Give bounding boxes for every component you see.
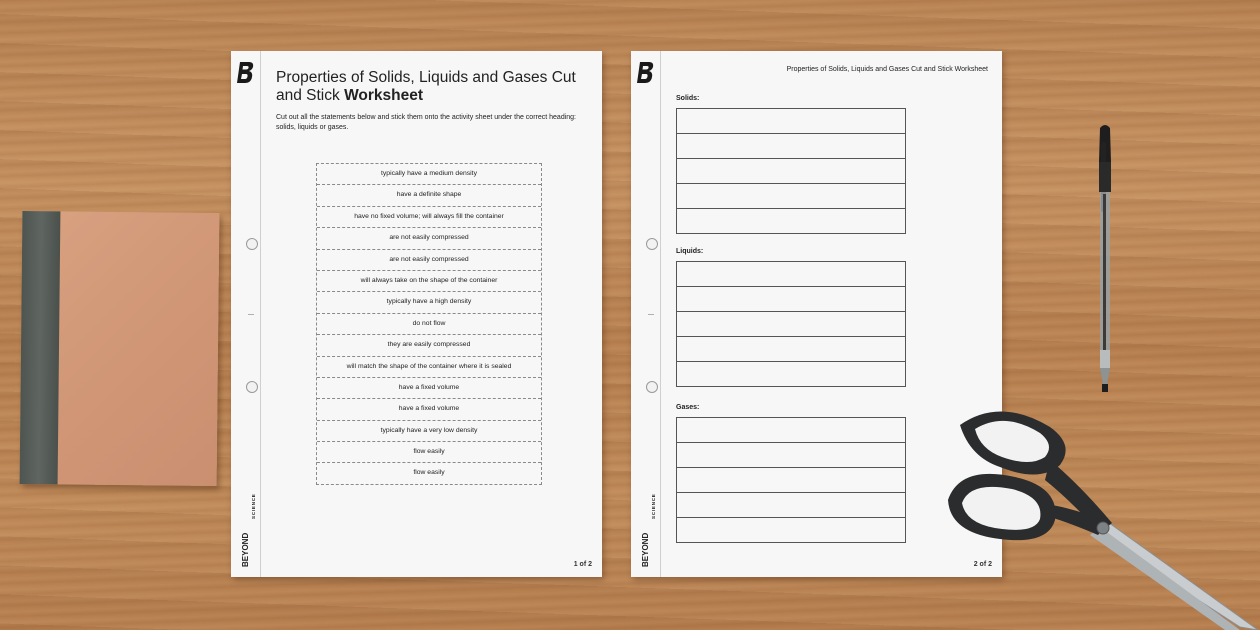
statement-row: are not easily compressed (317, 250, 541, 271)
statement-cut-table (316, 163, 542, 485)
answer-line (677, 493, 905, 518)
answer-line (677, 418, 905, 443)
brand-name: BEYOND (241, 532, 250, 567)
notebook-prop (20, 211, 220, 486)
statement-row: they are easily compressed (317, 335, 541, 356)
answer-line (677, 159, 905, 184)
answer-line (677, 262, 905, 287)
page-number: 2 of 2 (973, 561, 992, 568)
statement-row: have a fixed volume (317, 399, 541, 420)
brand-sub: SCIENCE (251, 493, 256, 519)
pen-icon (1092, 122, 1118, 394)
worksheet-page-1 (231, 51, 602, 577)
statement-row: have a definite shape (317, 185, 541, 206)
answer-line (677, 209, 905, 233)
title-text: Properties of Solids, Liquids and Gases Cut and Stick (276, 69, 576, 104)
answer-line (677, 362, 905, 386)
statement-row: will match the shape of the container where it is sealed (317, 357, 541, 378)
statement-row: typically have a very low density (317, 421, 541, 442)
answer-line (677, 184, 905, 209)
punch-hole (246, 381, 258, 393)
brand-name: BEYOND (641, 532, 650, 567)
brand-vertical (240, 487, 255, 567)
page-number: 1 of 2 (573, 561, 592, 568)
scissors-icon (940, 405, 1260, 630)
instructions: Cut out all the statements below and stick them onto the activity sheet under the correct heading: solids, liquids or gases. (276, 114, 577, 131)
beyond-logo-icon (237, 61, 255, 85)
answer-line (677, 109, 905, 134)
solids-label: Solids: (676, 95, 700, 102)
center-tick (248, 314, 254, 315)
liquids-box (676, 261, 906, 387)
statement-row: typically have a medium density (317, 164, 541, 185)
notebook-spine (20, 211, 61, 484)
liquids-label: Liquids: (676, 248, 704, 255)
worksheet-title (276, 69, 596, 105)
statement-row: flow easily (413, 469, 445, 477)
brand-sub: SCIENCE (651, 493, 656, 519)
margin-line (660, 51, 661, 577)
beyond-logo-icon (637, 61, 655, 85)
statement-row: do not flow (317, 314, 541, 335)
margin-line (260, 51, 261, 577)
statement-row: are not easily compressed (317, 228, 541, 249)
statement-row: will always take on the shape of the container (317, 271, 541, 292)
answer-line (677, 337, 905, 362)
answer-line (677, 287, 905, 312)
answer-line (677, 468, 905, 493)
answer-line (677, 443, 905, 468)
punch-hole (646, 381, 658, 393)
center-tick (648, 314, 654, 315)
solids-box (676, 108, 906, 234)
punch-hole (246, 238, 258, 250)
answer-line (677, 312, 905, 337)
title-bold-text: Worksheet (344, 87, 424, 104)
brand-vertical (640, 487, 655, 567)
statement-row: have a fixed volume (317, 378, 541, 399)
answer-line (677, 134, 905, 159)
statement-row: flow easily (317, 442, 541, 463)
statement-row: typically have a high density (317, 292, 541, 313)
statement-row: have no fixed volume; will always fill the container (317, 207, 541, 228)
gases-label: Gases: (676, 404, 700, 411)
gases-box (676, 417, 906, 543)
punch-hole (646, 238, 658, 250)
page-header: Properties of Solids, Liquids and Gases Cut and Stick Worksheet (786, 66, 988, 73)
answer-line (677, 518, 905, 542)
